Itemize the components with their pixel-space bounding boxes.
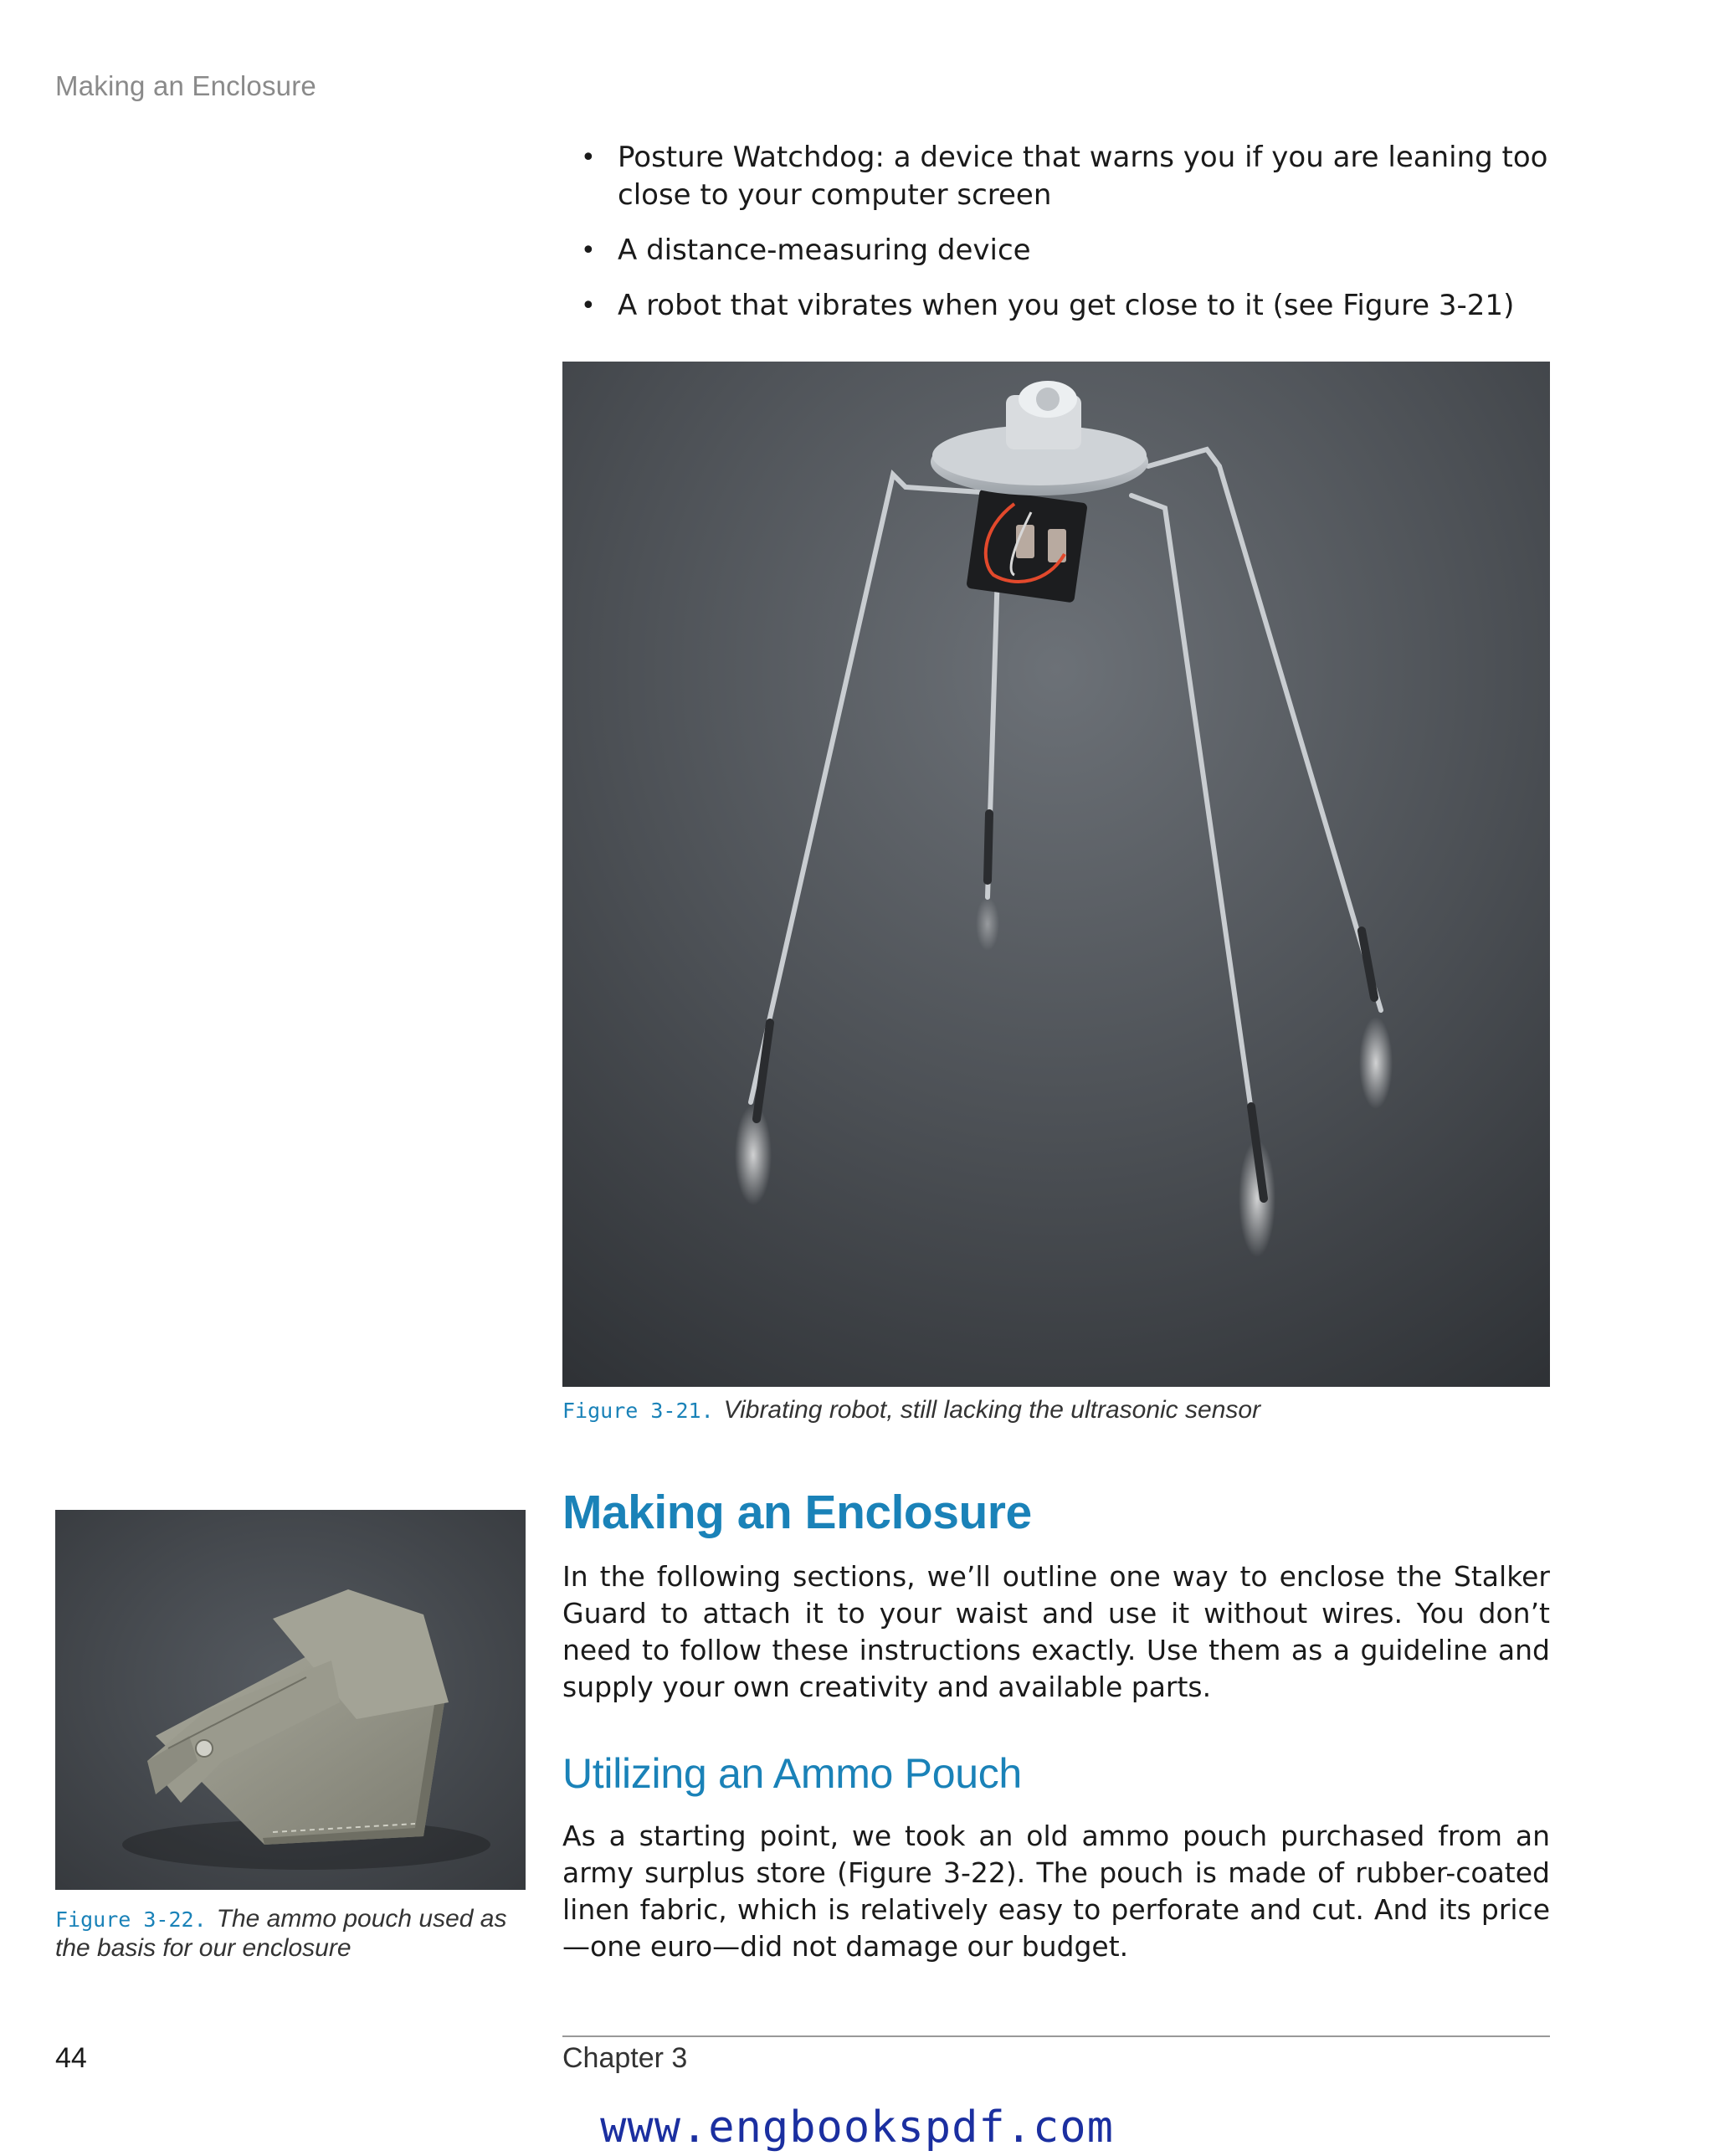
- list-item: • A robot that vibrates when you get close to it (see Figure 3-21): [562, 287, 1550, 325]
- running-head: Making an Enclosure: [55, 70, 316, 101]
- ammo-pouch-image: [55, 1510, 526, 1890]
- figure-label: Figure 3-21.: [562, 1399, 714, 1423]
- figure-caption-text: The ammo pouch used as the basis for our enclosure: [55, 1905, 507, 1962]
- section-heading: Making an Enclosure: [562, 1486, 1032, 1539]
- figure-3-22-photo: [55, 1510, 526, 1890]
- footer-divider: [562, 2035, 1550, 2037]
- page-number: 44: [55, 2042, 87, 2074]
- list-item: • A distance-measuring device: [562, 232, 1550, 270]
- section-paragraph: In the following sections, we’ll outline one way to enclose the Stalker Guard to attach it to your waist and use it without wires. You don’t need to follow these instructions exactly. Use them as a guideline and supply your own creativity and available parts.: [562, 1560, 1550, 1703]
- chapter-label: Chapter 3: [562, 2042, 688, 2074]
- figure-caption-text: Vibrating robot, still lacking the ultrasonic sensor: [723, 1396, 1261, 1424]
- bullet-dot: •: [581, 236, 596, 265]
- figure-3-22-caption: [55, 1905, 524, 1963]
- subsection-heading: Utilizing an Ammo Pouch: [562, 1750, 1022, 1797]
- vibrating-robot-image: [562, 362, 1550, 1387]
- figure-3-21-photo: [562, 362, 1550, 1387]
- list-item: • Posture Watchdog: a device that warns you if you are leaning too close to your computer screen: [581, 141, 1548, 212]
- figure-label: Figure 3-22.: [55, 1907, 207, 1932]
- bullet-dot: •: [581, 143, 596, 172]
- watermark-url[interactable]: www.engbookspdf.com: [600, 2102, 1114, 2153]
- subsection-paragraph: As a starting point, we took an old ammo pouch purchased from an army surplus store (Figure 3-22). The pouch is made of rubber-coated linen fabric, which is relatively easy to perforate and cut. And its price—one euro—did not damage our budget.: [562, 1820, 1550, 1963]
- bullet-dot: •: [581, 291, 596, 321]
- figure-3-21-caption: [562, 1396, 1260, 1425]
- bullet-list: [562, 139, 1550, 342]
